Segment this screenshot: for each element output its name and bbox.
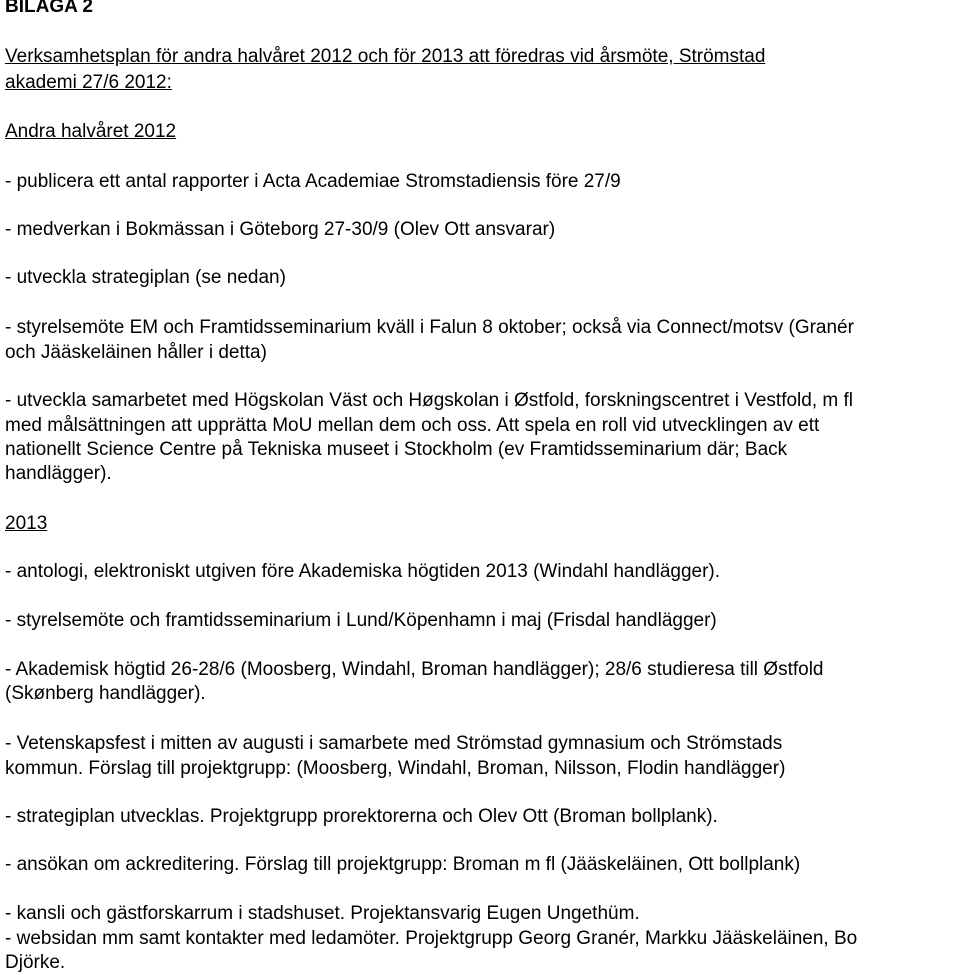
- list-item-line: kommun. Förslag till projektgrupp: (Moosberg, Windahl, Broman, Nilsson, Flodin handlägger): [5, 758, 786, 779]
- list-item-line: - Akademisk högtid 26-28/6 (Moosberg, Windahl, Broman handlägger); 28/6 studieresa till Østfold: [5, 659, 824, 680]
- list-item: - styrelsemöte och framtidsseminarium i Lund/Köpenhamn i maj (Frisdal handlägger): [5, 610, 717, 631]
- list-item-line: - utveckla samarbetet med Högskolan Väst och Høgskolan i Østfold, forskningscentret i Vestfold, m fl: [5, 390, 853, 411]
- list-item: - publicera ett antal rapporter i Acta Academiae Stromstadiensis före 27/9: [5, 171, 621, 192]
- list-item-line: med målsättningen att upprätta MoU mellan dem och oss. Att spela en roll vid utvecklingen av ett: [5, 415, 820, 436]
- list-item-line: - styrelsemöte EM och Framtidsseminarium kväll i Falun 8 oktober; också via Connect/motsv (Granér: [5, 317, 854, 338]
- heading-line-1: Verksamhetsplan för andra halvåret 2012 och för 2013 att föredras vid årsmöte, Strömstad: [5, 46, 766, 67]
- list-item-line: (Skønberg handlägger).: [5, 683, 206, 704]
- list-item-line: och Jääskeläinen håller i detta): [5, 342, 267, 363]
- list-item-line: - Vetenskapsfest i mitten av augusti i samarbete med Strömstad gymnasium och Strömstads: [5, 733, 783, 754]
- section-title-2013: 2013: [5, 513, 48, 534]
- list-item-line: handlägger).: [5, 463, 112, 484]
- list-item: - antologi, elektroniskt utgiven före Akademiska högtiden 2013 (Windahl handlägger).: [5, 561, 721, 582]
- list-item: - strategiplan utvecklas. Projektgrupp prorektorerna och Olev Ott (Broman bollplank).: [5, 806, 718, 827]
- list-item-line: - websidan mm samt kontakter med ledamöter. Projektgrupp Georg Granér, Markku Jääskeläinen, Bo: [5, 928, 858, 949]
- list-item: - medverkan i Bokmässan i Göteborg 27-30/9 (Olev Ott ansvarar): [5, 219, 556, 240]
- list-item-line: nationellt Science Centre på Tekniska museet i Stockholm (ev Framtidsseminarium där; Back: [5, 439, 788, 460]
- attachment-label: BILAGA 2: [5, 0, 93, 17]
- list-item: - kansli och gästforskarrum i stadshuset. Projektansvarig Eugen Ungethüm.: [5, 903, 640, 924]
- list-item-line: Djörke.: [5, 952, 66, 973]
- list-item: - ansökan om ackreditering. Förslag till projektgrupp: Broman m fl (Jääskeläinen, Ott bollplank): [5, 854, 801, 875]
- list-item: - utveckla strategiplan (se nedan): [5, 267, 286, 288]
- heading-line-2: akademi 27/6 2012:: [5, 72, 172, 93]
- section-title-second-half-2012: Andra halvåret 2012: [5, 121, 177, 142]
